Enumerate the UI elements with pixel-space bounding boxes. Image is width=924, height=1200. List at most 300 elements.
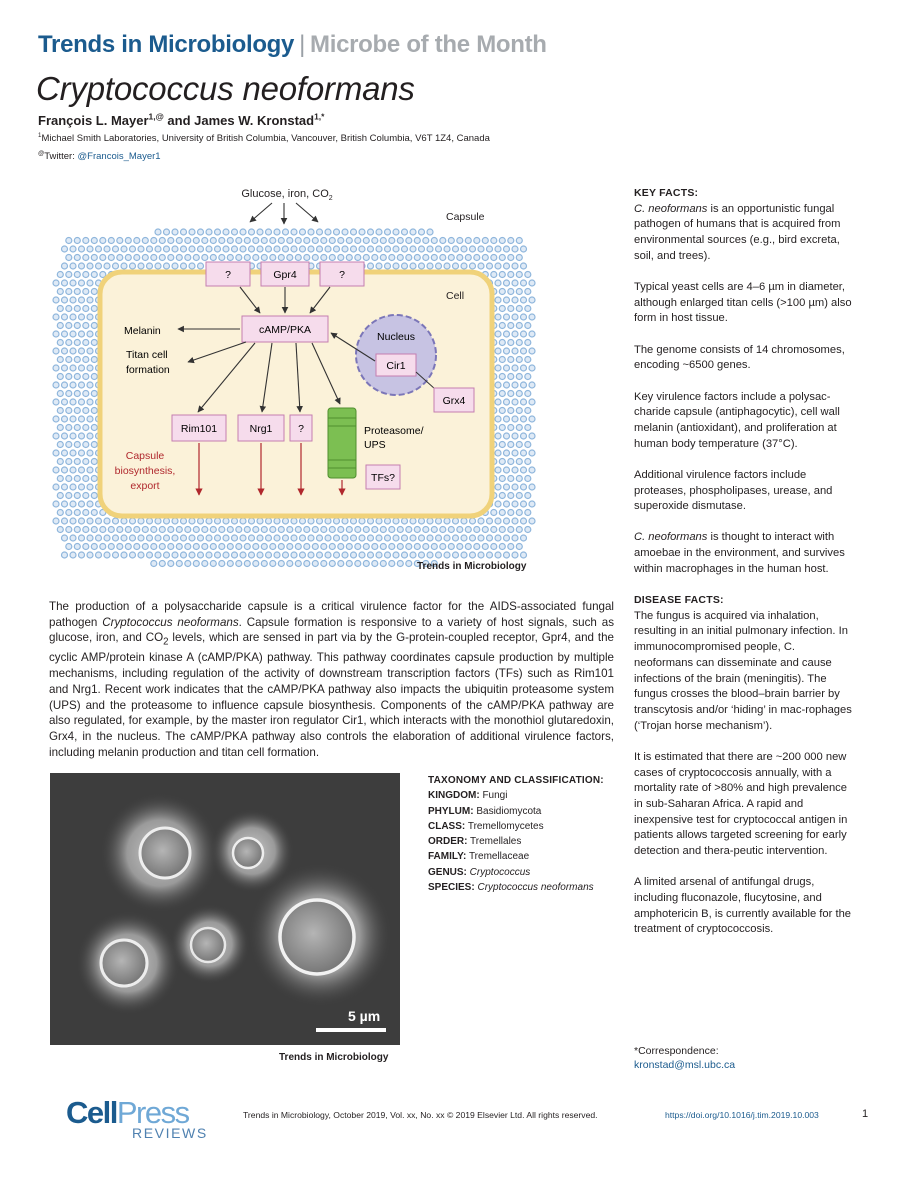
capsule-dot (525, 459, 531, 465)
capsule-dot (491, 544, 497, 550)
capsule-dot (257, 552, 263, 558)
capsule-dot (159, 255, 165, 261)
capsule-dot (440, 238, 446, 244)
capsule-dot (516, 425, 522, 431)
capsule-dot (53, 518, 59, 524)
capsule-dot (57, 408, 63, 414)
capsule-dot (53, 484, 59, 490)
capsule-dot (325, 535, 331, 541)
capsule-dot (499, 272, 505, 278)
capsule-dot (508, 289, 514, 295)
capsule-dot (74, 442, 80, 448)
capsule-dot (525, 527, 531, 533)
capsule-dot (240, 535, 246, 541)
capsule-dot (406, 544, 412, 550)
capsule-dot (70, 365, 76, 371)
titan-label-1: Titan cell (126, 349, 168, 361)
capsule-dot (266, 518, 272, 524)
capsule-dot (376, 246, 382, 252)
capsule-dot (91, 476, 97, 482)
capsule-dot (66, 374, 72, 380)
capsule-dot (74, 340, 80, 346)
capsule-dot (83, 408, 89, 414)
capsule-dot (406, 238, 412, 244)
capsule-dot (521, 399, 527, 405)
capsule-dot (295, 561, 301, 567)
capsule-dot (62, 280, 68, 286)
capsule-dot (457, 238, 463, 244)
capsule-dot (406, 527, 412, 533)
capsule-dot (185, 255, 191, 261)
capsule-dot (504, 433, 510, 439)
capsule-dot (521, 382, 527, 388)
capsule-dot (321, 527, 327, 533)
capsule-dot (66, 255, 72, 261)
capsule-dot (74, 255, 80, 261)
capsule-dot (134, 544, 140, 550)
capsule-dot (312, 527, 318, 533)
capsule-dot (121, 246, 127, 252)
capsule-dot (521, 433, 527, 439)
capsule-dot (57, 357, 63, 363)
capsule-dot (249, 535, 255, 541)
capsule-dot (79, 297, 85, 303)
capsule-dot (87, 416, 93, 422)
capsule-dot (504, 314, 510, 320)
correspondence-email-link[interactable]: kronstad@msl.ubc.ca (634, 1059, 736, 1071)
correspondence (634, 1044, 735, 1072)
capsule-dot (499, 527, 505, 533)
capsule-dot (91, 425, 97, 431)
capsule-dot (461, 263, 467, 269)
capsule-dot (283, 246, 289, 252)
capsule-dot (363, 527, 369, 533)
capsule-dot (304, 527, 310, 533)
taxonomy-phylum: PHYLUM: Basidiomycota (428, 805, 542, 817)
capsule-dot (206, 552, 212, 558)
capsule-dot (406, 255, 412, 261)
capsule-dot (79, 280, 85, 286)
capsule-dot (453, 518, 459, 524)
proteasome-label-1: Proteasome/ (364, 425, 424, 437)
capsule-dot (87, 484, 93, 490)
capsule-dot (334, 552, 340, 558)
capsule-dot (380, 238, 386, 244)
capsule-dot (334, 229, 340, 235)
capsule-dot (478, 246, 484, 252)
capsule-dot (74, 527, 80, 533)
cellpress-logo: CellPress REVIEWS (66, 1095, 208, 1141)
capsule-dot (495, 348, 501, 354)
receptor-gpr4: Gpr4 (273, 269, 297, 281)
capsule-dot (138, 518, 144, 524)
capsule-dot (168, 544, 174, 550)
capsule-dot (508, 493, 514, 499)
capsule-dot (210, 544, 216, 550)
key-fact: Key virulence factors include a polysac-charide capsule (antiphagocytic), cell wall melanin (antioxidant), and proliferation at human body temperature (37°C). (634, 390, 840, 450)
capsule-dot (504, 297, 510, 303)
capsule-dot (499, 391, 505, 397)
capsule-dot (338, 527, 344, 533)
capsule-dot (342, 552, 348, 558)
capsule-dot (516, 493, 522, 499)
capsule-dot (504, 535, 510, 541)
capsule-dot (410, 263, 416, 269)
capsule-dot (516, 289, 522, 295)
footer-citation: Trends in Microbiology, October 2019, Vol. xx, No. xx © 2019 Elsevier Ltd. All rights reserved. (243, 1110, 598, 1120)
capsule-dot (253, 544, 259, 550)
capsule-dot (270, 238, 276, 244)
capsule-dot (206, 229, 212, 235)
capsule-dot (155, 518, 161, 524)
twitter-handle-link[interactable]: @Francois_Mayer1 (77, 151, 161, 162)
capsule-dot (113, 263, 119, 269)
capsule-dot (66, 459, 72, 465)
capsule-dot (389, 255, 395, 261)
capsule-dot (270, 561, 276, 567)
capsule-dot (376, 552, 382, 558)
capsule-dot (419, 246, 425, 252)
capsule-dot (87, 365, 93, 371)
capsule-dot (62, 348, 68, 354)
capsule-dot (402, 518, 408, 524)
capsule-dot (448, 255, 454, 261)
capsule-dot (419, 229, 425, 235)
capsule-dot (66, 425, 72, 431)
capsule-dot (393, 229, 399, 235)
capsule-dot (57, 340, 63, 346)
capsule-dot (138, 552, 144, 558)
scale-bar (316, 1028, 386, 1032)
capsule-dot (172, 229, 178, 235)
capsule-dot (57, 272, 63, 278)
capsule-dot (121, 518, 127, 524)
capsule-dot (300, 535, 306, 541)
capsule-dot (300, 229, 306, 235)
capsule-dot (113, 535, 119, 541)
capsule-dot (244, 255, 250, 261)
capsule-dot (57, 374, 63, 380)
capsule-dot (431, 255, 437, 261)
capsule-dot (504, 246, 510, 252)
capsule-dot (487, 246, 493, 252)
capsule-dot (70, 416, 76, 422)
capsule-dot (62, 365, 68, 371)
capsule-dot (185, 544, 191, 550)
capsule-dot (470, 552, 476, 558)
capsule-dot (368, 518, 374, 524)
capsule-dot (181, 246, 187, 252)
capsule-dot (431, 527, 437, 533)
capsule-dot (525, 510, 531, 516)
capsule-dot (83, 255, 89, 261)
capsule-dot (100, 238, 106, 244)
capsule-dot (232, 246, 238, 252)
capsule-dot (278, 527, 284, 533)
capsule-dot (499, 425, 505, 431)
capsule-dot (287, 561, 293, 567)
capsule-dot (108, 527, 114, 533)
capsule-dot (499, 459, 505, 465)
capsule-dot (291, 552, 297, 558)
capsule-dot (87, 399, 93, 405)
capsule-dot (83, 323, 89, 329)
capsule-dot (508, 391, 514, 397)
capsule-dot (70, 399, 76, 405)
capsule-dot (338, 255, 344, 261)
capsule-dot (363, 561, 369, 567)
capsule-dot (172, 535, 178, 541)
capsule-dot (151, 527, 157, 533)
capsule-dot (491, 255, 497, 261)
capsule-dot (113, 518, 119, 524)
capsule-dot (495, 467, 501, 473)
capsule-dot (444, 535, 450, 541)
capsule-dot (278, 238, 284, 244)
capsule-dot (70, 433, 76, 439)
capsule-dot (138, 535, 144, 541)
titan-label-2: formation (126, 364, 170, 376)
capsule-dot (470, 535, 476, 541)
capsule-dot (304, 255, 310, 261)
capsule-dot (512, 365, 518, 371)
capsule-dot (257, 246, 263, 252)
capsule-dot (334, 246, 340, 252)
capsule-dot (79, 365, 85, 371)
capsule-dot (62, 382, 68, 388)
capsule-dot (402, 552, 408, 558)
capsule-dot (278, 544, 284, 550)
capsule-dot (53, 416, 59, 422)
capsule-dot (121, 263, 127, 269)
capsule-dot (368, 552, 374, 558)
capsule-dot (359, 535, 365, 541)
capsule-dot (525, 425, 531, 431)
capsule-dot (215, 246, 221, 252)
capsule-dot (521, 263, 527, 269)
capsule-dot (104, 518, 110, 524)
capsule-dot (338, 238, 344, 244)
capsule-dot (495, 501, 501, 507)
capsule-dot (53, 450, 59, 456)
capsule-dot (325, 229, 331, 235)
capsule-dot (142, 544, 148, 550)
capsule-dot (453, 552, 459, 558)
capsule-dot (104, 552, 110, 558)
capsule-dot (70, 552, 76, 558)
receptor-unknown-1: ? (225, 269, 231, 281)
capsule-dot (189, 229, 195, 235)
capsule-dot (261, 527, 267, 533)
capsule-dot (74, 425, 80, 431)
capsule-dot (91, 238, 97, 244)
capsule-dot (66, 306, 72, 312)
capsule-dot (147, 535, 153, 541)
capsule-dot (53, 297, 59, 303)
capsule-dot (508, 476, 514, 482)
capsule-dot (108, 238, 114, 244)
capsule-dot (117, 255, 123, 261)
capsule-dot (253, 561, 259, 567)
capsule-dot (79, 535, 85, 541)
capsule-dot (57, 459, 63, 465)
capsule-dot (74, 408, 80, 414)
capsule-dot (300, 518, 306, 524)
capsule-dot (516, 544, 522, 550)
capsule-dot (270, 527, 276, 533)
capsule-dot (53, 399, 59, 405)
capsule-dot (529, 433, 535, 439)
capsule-dot (210, 527, 216, 533)
capsule-dot (87, 263, 93, 269)
capsule-dot (512, 246, 518, 252)
capsule-dot (504, 382, 510, 388)
capsule-dot (62, 297, 68, 303)
capsule-dot (525, 476, 531, 482)
capsule-dot (508, 527, 514, 533)
capsule-dot (440, 544, 446, 550)
capsule-dot (74, 476, 80, 482)
capsule-dot (151, 255, 157, 261)
capsule-dot (372, 238, 378, 244)
capsule-dot (474, 527, 480, 533)
capsule-dot (66, 238, 72, 244)
capsule-dot (312, 238, 318, 244)
capsule-dot (227, 527, 233, 533)
capsule-dot (529, 297, 535, 303)
capsule-dot (512, 297, 518, 303)
capsule-dot (376, 535, 382, 541)
capsule-dot (504, 331, 510, 337)
capsule-dot (461, 246, 467, 252)
capsule-dot (96, 263, 102, 269)
capsule-dot (525, 306, 531, 312)
capsule-dot (91, 306, 97, 312)
capsule-dot (338, 544, 344, 550)
capsule-dot (172, 552, 178, 558)
capsule-dot (74, 544, 80, 550)
capsule-dot (495, 518, 501, 524)
capsule-dot (91, 340, 97, 346)
capsule-dot (436, 263, 442, 269)
capsule-dot (351, 552, 357, 558)
capsule-dot (91, 510, 97, 516)
capsule-dot (57, 425, 63, 431)
capsule-dot (512, 518, 518, 524)
capsule-dot (521, 365, 527, 371)
capsule-dot (185, 238, 191, 244)
capsule-dot (176, 561, 182, 567)
capsule-dot (495, 382, 501, 388)
capsule-dot (176, 544, 182, 550)
capsule-dot (164, 552, 170, 558)
capsule-dot (431, 238, 437, 244)
capsule-dot (83, 510, 89, 516)
capsule-dot (376, 263, 382, 269)
capsule-dot (83, 238, 89, 244)
capsule-dot (219, 255, 225, 261)
capsule-dot (70, 518, 76, 524)
capsule-dot (62, 314, 68, 320)
capsule-dot (57, 510, 63, 516)
capsule-dot (66, 272, 72, 278)
capsule-dot (363, 255, 369, 261)
header-separator: | (299, 31, 306, 58)
capsule-dot (487, 552, 493, 558)
capsule-dot (53, 280, 59, 286)
capsule-dot (304, 544, 310, 550)
micrograph-image (50, 773, 400, 1045)
capsule-dot (151, 561, 157, 567)
capsule-dot (504, 450, 510, 456)
capsule-dot (504, 365, 510, 371)
capsule-dot (393, 552, 399, 558)
capsule-dot (91, 493, 97, 499)
doi-link[interactable]: https://doi.org/10.1016/j.tim.2019.10.003 (665, 1110, 819, 1120)
capsule-dot (325, 518, 331, 524)
capsule-dot (159, 561, 165, 567)
key-fact: C. neoformans is thought to interact with amoebae in the environment, and survives within macrophages in the human host. (634, 531, 845, 575)
capsule-dot (499, 255, 505, 261)
capsule-dot (74, 459, 80, 465)
capsule-dot (159, 527, 165, 533)
capsule-dot (368, 246, 374, 252)
capsule-dot (62, 518, 68, 524)
capsule-dot (529, 365, 535, 371)
capsule-dot (74, 357, 80, 363)
capsule-dot (249, 552, 255, 558)
capsule-dot (66, 340, 72, 346)
capsule-dot (261, 544, 267, 550)
capsule-dot (87, 348, 93, 354)
capsule-dot (308, 246, 314, 252)
capsule-dot (495, 280, 501, 286)
capsule-dot (125, 255, 131, 261)
capsule-dot (389, 561, 395, 567)
capsule-dot (423, 544, 429, 550)
capsule-dot (121, 535, 127, 541)
capsule-dot (508, 442, 514, 448)
capsule-dot (380, 527, 386, 533)
capsule-dot (215, 535, 221, 541)
capsule-dot (368, 535, 374, 541)
capsule-dot (321, 255, 327, 261)
capsule-dot (74, 306, 80, 312)
capsule-dot (529, 331, 535, 337)
capsule-dot (172, 246, 178, 252)
capsule-dot (508, 510, 514, 516)
capsule-dot (53, 467, 59, 473)
capsule-dot (414, 238, 420, 244)
capsule-dot (189, 246, 195, 252)
capsule-dot (346, 527, 352, 533)
capsule-dot (91, 544, 97, 550)
capsule-dot (419, 263, 425, 269)
capsule-dot (346, 561, 352, 567)
capsule-dot (295, 527, 301, 533)
capsule-dot (223, 518, 229, 524)
capsule-dot (236, 527, 242, 533)
capsule-dot (512, 263, 518, 269)
capsule-dot (499, 323, 505, 329)
capsule-dot (427, 552, 433, 558)
capsule-dot (62, 416, 68, 422)
capsule-dot (287, 255, 293, 261)
capsule-dot (244, 544, 250, 550)
capsule-dot (74, 289, 80, 295)
capsule-dot (402, 229, 408, 235)
capsule-dot (529, 518, 535, 524)
